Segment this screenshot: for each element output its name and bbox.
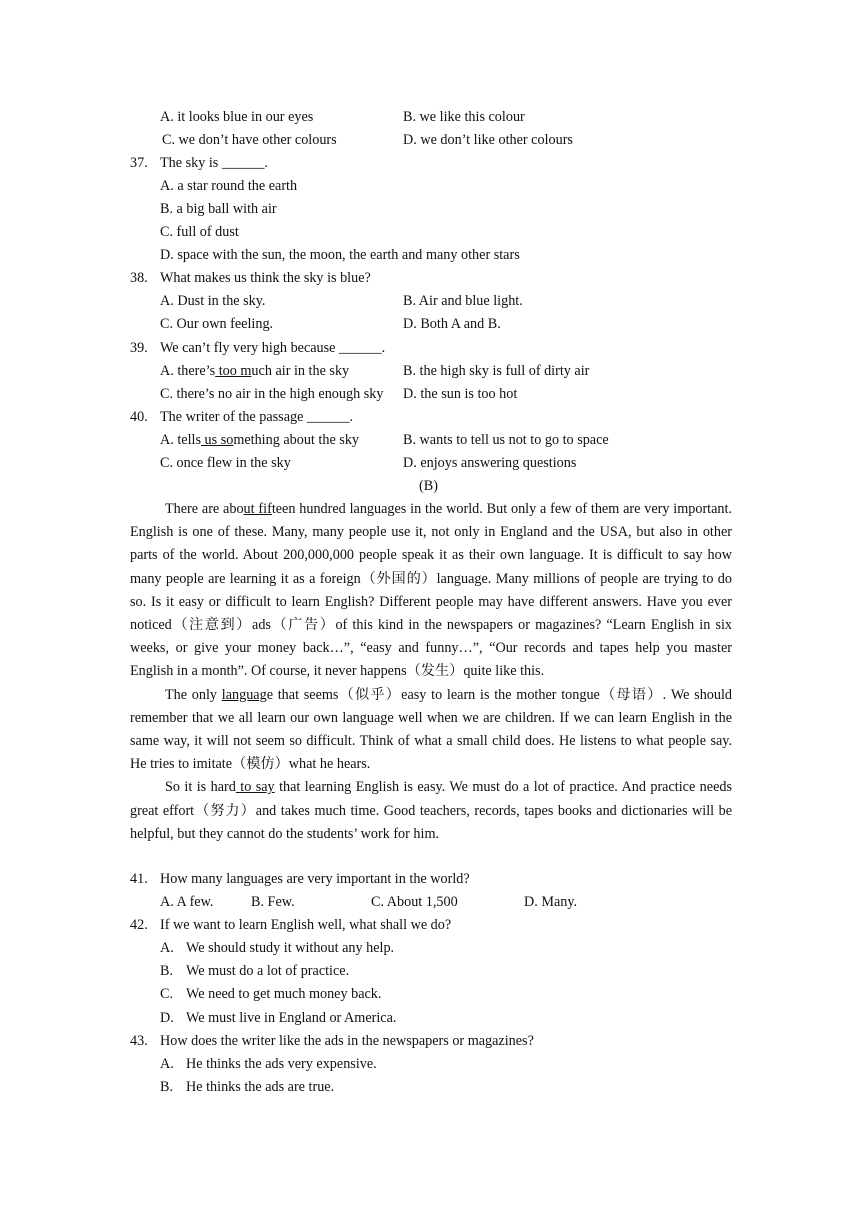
q36-option-b: B. we like this colour bbox=[403, 109, 525, 125]
q38-option-b: B. Air and blue light. bbox=[403, 293, 523, 309]
q38-stem: What makes us think the sky is blue? bbox=[160, 270, 371, 286]
q40-number: 40. bbox=[130, 409, 148, 425]
q37-number: 37. bbox=[130, 155, 148, 171]
q40-option-a: A. tells us something about the sky bbox=[160, 432, 360, 448]
q37-option-a: A. a star round the earth bbox=[160, 178, 298, 194]
q40-stem: The writer of the passage ______. bbox=[160, 409, 354, 425]
passage-paragraph-3: So it is hard to say that learning English is easy. We must do a lot of practice. And practice needs great effort（努力）and takes much time. Good teachers, records, tapes books and dictionaries will be helpful, but they cannot do the students’ work for him. bbox=[130, 779, 732, 842]
q38-option-a: A. Dust in the sky. bbox=[160, 293, 266, 309]
reading-passage bbox=[130, 498, 732, 846]
q39-number: 39. bbox=[130, 340, 148, 356]
q40-option-d: D. enjoys answering questions bbox=[403, 455, 577, 471]
q39-option-b: B. the high sky is full of dirty air bbox=[403, 363, 590, 379]
q36-option-d: D. we don’t like other colours bbox=[403, 132, 573, 148]
q39-stem: We can’t fly very high because ______. bbox=[160, 340, 386, 356]
passage-paragraph-1: There are about fifteen hundred languages in the world. But only a few of them are very important. English is one of these. Many, many people use it, not only in England and the USA, but also in other parts of the world. About 200,000,000 people speak it as their own language. It is difficult to say how many people are learning it as a foreign（外国的）language. Many millions of people are trying to do so. Is it easy or difficult to learn English? Different people may have different answers. Have you ever noticed（注意到）ads（广告）of this kind in the newspapers or magazines? “Learn English in six weeks, or give your money back…”, “easy and funny…”, “Our records and tapes help you master English in a month”. Of course, it never happens（发生）quite like this. bbox=[130, 501, 732, 680]
q39-option-a: A. there’s too much air in the sky bbox=[160, 363, 350, 379]
q37-option-d: D. space with the sun, the moon, the earth and many other stars bbox=[160, 247, 520, 263]
q37-option-c: C. full of dust bbox=[160, 224, 239, 240]
q41-number: 41. bbox=[130, 871, 148, 887]
q38-option-d: D. Both A and B. bbox=[403, 316, 501, 332]
q41-option-b: B. Few. bbox=[251, 894, 295, 910]
q41-option-d: D. Many. bbox=[524, 894, 578, 910]
q38-number: 38. bbox=[130, 270, 148, 286]
q41-stem: How many languages are very important in the world? bbox=[160, 871, 470, 887]
section-b-heading: (B) bbox=[419, 478, 438, 494]
q41-option-c: C. About 1,500 bbox=[371, 894, 458, 910]
q39-option-c: C. there’s no air in the high enough sky bbox=[160, 386, 384, 402]
q40-option-b: B. wants to tell us not to go to space bbox=[403, 432, 609, 448]
passage-paragraph-2: The only language that seems（似乎）easy to learn is the mother tongue（母语）. We should remember that we all learn our own language well when we are children. If we can learn English in the same way, it will not seem so difficult. Think of what a small child does. He listens to what people say. He tries to imitate（模仿）what he hears. bbox=[130, 686, 733, 773]
q39-option-d: D. the sun is too hot bbox=[403, 386, 518, 402]
q37-stem: The sky is ______. bbox=[160, 155, 268, 171]
q37-option-b: B. a big ball with air bbox=[160, 201, 277, 217]
q36-option-a: A. it looks blue in our eyes bbox=[160, 109, 314, 125]
q42-number: 42. bbox=[130, 917, 148, 933]
q38-option-c: C. Our own feeling. bbox=[160, 316, 274, 332]
q41-option-a: A. A few. bbox=[160, 894, 214, 910]
q43-stem: How does the writer like the ads in the newspapers or magazines? bbox=[160, 1033, 534, 1049]
q40-option-c: C. once flew in the sky bbox=[160, 455, 291, 471]
q36-option-c: C. we don’t have other colours bbox=[162, 132, 337, 148]
q42-stem: If we want to learn English well, what shall we do? bbox=[160, 917, 452, 933]
q43-number: 43. bbox=[130, 1033, 148, 1049]
